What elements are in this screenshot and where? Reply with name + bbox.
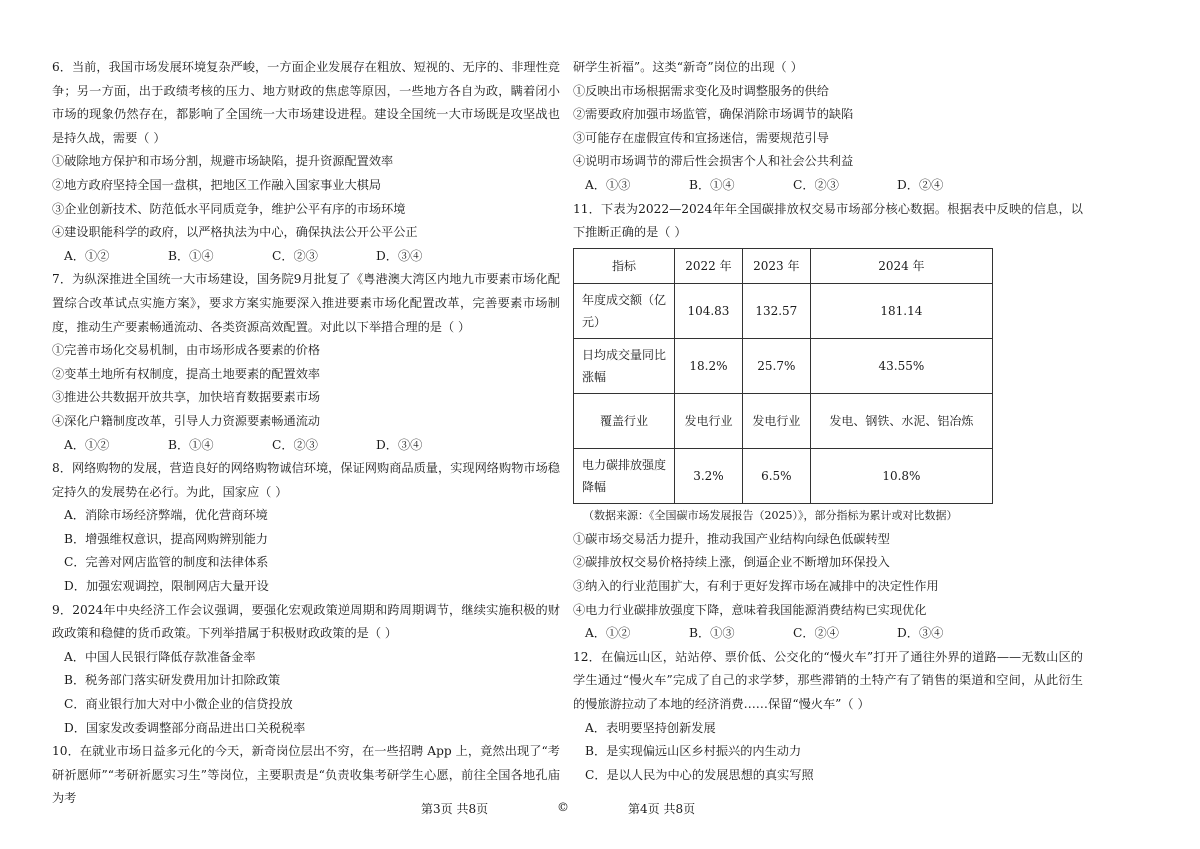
statement-item: ①破除地方保护和市场分割，规避市场缺陷，提升资源配置效率 xyxy=(52,154,394,169)
table-cell: 6.5% xyxy=(742,448,810,503)
page-number-left: 第3页 共8页 xyxy=(421,802,489,816)
question-stem: 6．当前，我国市场发展环境复杂严峻，一方面企业发展存在粗放、短视的、无序的、非理性竞争；另一方面，出于政绩考核的压力、地方财政的焦虑等原因，一些地方各自为政，瞒着闭小市场的现象仍然存在，都影响了全国统一大市场建设进程。建设全国统一大市场既是攻坚战也是持久战，需要（ ） xyxy=(52,60,560,145)
statement-item: ②需要政府加强市场监管，确保消除市场调节的缺陷 xyxy=(573,107,854,122)
choice-b: B．①③ xyxy=(689,626,735,641)
table-cell: 3.2% xyxy=(675,448,743,503)
option-b: B．是实现偏远山区乡村振兴的内生动力 xyxy=(585,744,802,759)
option-c: C．是以人民为中心的发展思想的真实写照 xyxy=(585,767,814,782)
choice-b: B．①④ xyxy=(689,177,735,192)
choice-d: D．②④ xyxy=(897,177,944,192)
statement-item: ④深化户籍制度改革，引导人力资源要素畅通流动 xyxy=(52,413,321,428)
statement-item: ①碳市场交易活力提升，推动我国产业结构向绿色低碳转型 xyxy=(573,531,890,546)
question-stem: 8．网络购物的发展，营造良好的网络购物诚信环境，保证网购商品质量，实现网络购物市场稳定持久的发展势在必行。为此，国家应（ ） xyxy=(52,461,560,499)
table-cell: 10.8% xyxy=(810,448,992,503)
statement-item: ②变革土地所有权制度，提高土地要素的配置效率 xyxy=(52,366,321,381)
table-header-cell: 指标 xyxy=(574,248,675,283)
question-8 xyxy=(52,457,560,599)
choice-d: D．③④ xyxy=(376,248,423,263)
table-row xyxy=(574,448,993,503)
table-cell: 日均成交量同比涨幅 xyxy=(574,338,675,393)
answer-choices xyxy=(52,245,560,269)
choice-c: C．②③ xyxy=(272,248,318,263)
question-stem: 研学生祈福”。这类“新奇”岗位的出现（ ） xyxy=(573,60,803,74)
left-column xyxy=(52,56,560,811)
question-11 xyxy=(573,198,1083,646)
copyright-mark: © xyxy=(557,800,569,814)
statement-item: ①反映出市场根据需求变化及时调整服务的供给 xyxy=(573,83,829,98)
table-cell: 181.14 xyxy=(810,283,992,338)
question-9 xyxy=(52,599,560,741)
option-b: B．增强维权意识，提高网购辨别能力 xyxy=(64,531,268,546)
table-row xyxy=(574,338,993,393)
answer-choices xyxy=(573,622,1083,646)
carbon-market-table xyxy=(573,248,993,504)
question-7 xyxy=(52,268,560,457)
option-a: A．表明要坚持创新发展 xyxy=(585,720,716,735)
choice-d: D．③④ xyxy=(897,626,944,641)
choice-b: B．①④ xyxy=(168,437,214,452)
table-cell: 发电行业 xyxy=(675,393,743,448)
table-header-row xyxy=(574,248,993,283)
option-a: A．中国人民银行降低存款准备金率 xyxy=(64,649,256,664)
option-c: C．完善对网店监管的制度和法律体系 xyxy=(64,555,269,570)
table-row xyxy=(574,393,993,448)
table-cell: 覆盖行业 xyxy=(574,393,675,448)
table-row xyxy=(574,283,993,338)
table-header-cell: 2024 年 xyxy=(810,248,992,283)
choice-a: A．①③ xyxy=(585,177,631,192)
option-c: C．商业银行加大对中小微企业的信贷投放 xyxy=(64,697,293,712)
statement-item: ④电力行业碳排放强度下降，意味着我国能源消费结构已实现优化 xyxy=(573,602,927,617)
table-cell: 132.57 xyxy=(742,283,810,338)
question-6 xyxy=(52,56,560,268)
option-b: B．税务部门落实研发费用加计扣除政策 xyxy=(64,673,281,688)
choice-b: B．①④ xyxy=(168,248,214,263)
statement-item: ②碳排放权交易价格持续上涨，倒逼企业不断增加环保投入 xyxy=(573,555,890,570)
page-footer xyxy=(0,800,1200,820)
table-header-cell: 2023 年 xyxy=(742,248,810,283)
table-cell: 年度成交额（亿元） xyxy=(574,283,675,338)
choice-a: A．①② xyxy=(64,248,110,263)
choice-d: D．③④ xyxy=(376,437,423,452)
table-cell: 25.7% xyxy=(742,338,810,393)
table-cell: 发电、钢铁、水泥、铝冶炼 xyxy=(810,393,992,448)
option-d: D．国家发改委调整部分商品进出口关税税率 xyxy=(64,720,306,735)
choice-c: C．②③ xyxy=(793,177,839,192)
question-stem: 7．为纵深推进全国统一大市场建设，国务院9月批复了《粤港澳大湾区内地九市要素市场化配置综合改革试点实施方案》，要求方案实施要深入推进要素市场化配置改革，完善要素市场制度，推动生产要素畅通流动、各类资源高效配置。对此以下举措合理的是（ ） xyxy=(52,272,560,334)
statement-item: ①完善市场化交易机制，由市场形成各要素的价格 xyxy=(52,343,321,358)
question-12 xyxy=(573,646,1083,788)
choice-c: C．②③ xyxy=(272,437,318,452)
table-header-cell: 2022 年 xyxy=(675,248,743,283)
option-d: D．加强宏观调控，限制网店大量开设 xyxy=(64,579,269,594)
right-column xyxy=(573,56,1083,787)
page-number-right: 第4页 共8页 xyxy=(628,802,696,816)
choice-c: C．②④ xyxy=(793,626,839,641)
table-cell: 43.55% xyxy=(810,338,992,393)
question-stem: 9．2024年中央经济工作会议强调，要强化宏观政策逆周期和跨周期调节，继续实施积极的财政政策和稳健的货币政策。下列举措属于积极财政政策的是（ ） xyxy=(52,602,560,641)
table-cell: 电力碳排放强度降幅 xyxy=(574,448,675,503)
question-10-continued xyxy=(573,56,1083,198)
statement-item: ③纳入的行业范围扩大，有利于更好发挥市场在减排中的决定性作用 xyxy=(573,578,939,593)
answer-choices xyxy=(573,174,1083,198)
answer-choices xyxy=(52,434,560,458)
statement-item: ④建设职能科学的政府，以严格执法为中心，确保执法公开公平公正 xyxy=(52,225,418,240)
statement-item: ③可能存在虚假宣传和宣扬迷信，需要规范引导 xyxy=(573,130,829,145)
table-cell: 104.83 xyxy=(675,283,743,338)
choice-a: A．①② xyxy=(64,437,110,452)
choice-a: A．①② xyxy=(585,626,631,641)
question-stem: 10．在就业市场日益多元化的今天，新奇岗位层出不穷，在一些招聘 App 上，竟然出现了“考研祈愿师”“考研祈愿实习生”等岗位，主要职责是“负责收集考研学生心愿，前往全国各地孔庙为考 xyxy=(52,744,560,806)
statement-item: ③推进公共数据开放共享，加快培育数据要素市场 xyxy=(52,390,321,405)
question-stem: 11．下表为2022—2024年年全国碳排放权交易市场部分核心数据。根据表中反映的信息，以下推断正确的是（ ） xyxy=(573,201,1083,240)
statement-item: ③企业创新技术、防范低水平同质竞争，维护公平有序的市场环境 xyxy=(52,201,406,216)
question-stem: 12．在偏远山区，站站停、票价低、公交化的“慢火车”打开了通往外界的道路——无数山区的学生通过“慢火车”完成了自己的求学梦，那些滞销的土特产有了销售的渠道和空间，从此衍生的慢旅游拉动了本地的经济消费……保留“慢火车”（ ） xyxy=(573,649,1083,711)
option-a: A．消除市场经济弊端，优化营商环境 xyxy=(64,508,268,523)
statement-item: ②地方政府坚持全国一盘棋，把地区工作融入国家事业大棋局 xyxy=(52,177,382,192)
table-source-note: （数据来源：《全国碳市场发展报告（2025）》，部分指标为累计或对比数据） xyxy=(583,508,958,522)
statement-item: ④说明市场调节的滞后性会损害个人和社会公共利益 xyxy=(573,154,854,169)
table-cell: 18.2% xyxy=(675,338,743,393)
table-cell: 发电行业 xyxy=(742,393,810,448)
